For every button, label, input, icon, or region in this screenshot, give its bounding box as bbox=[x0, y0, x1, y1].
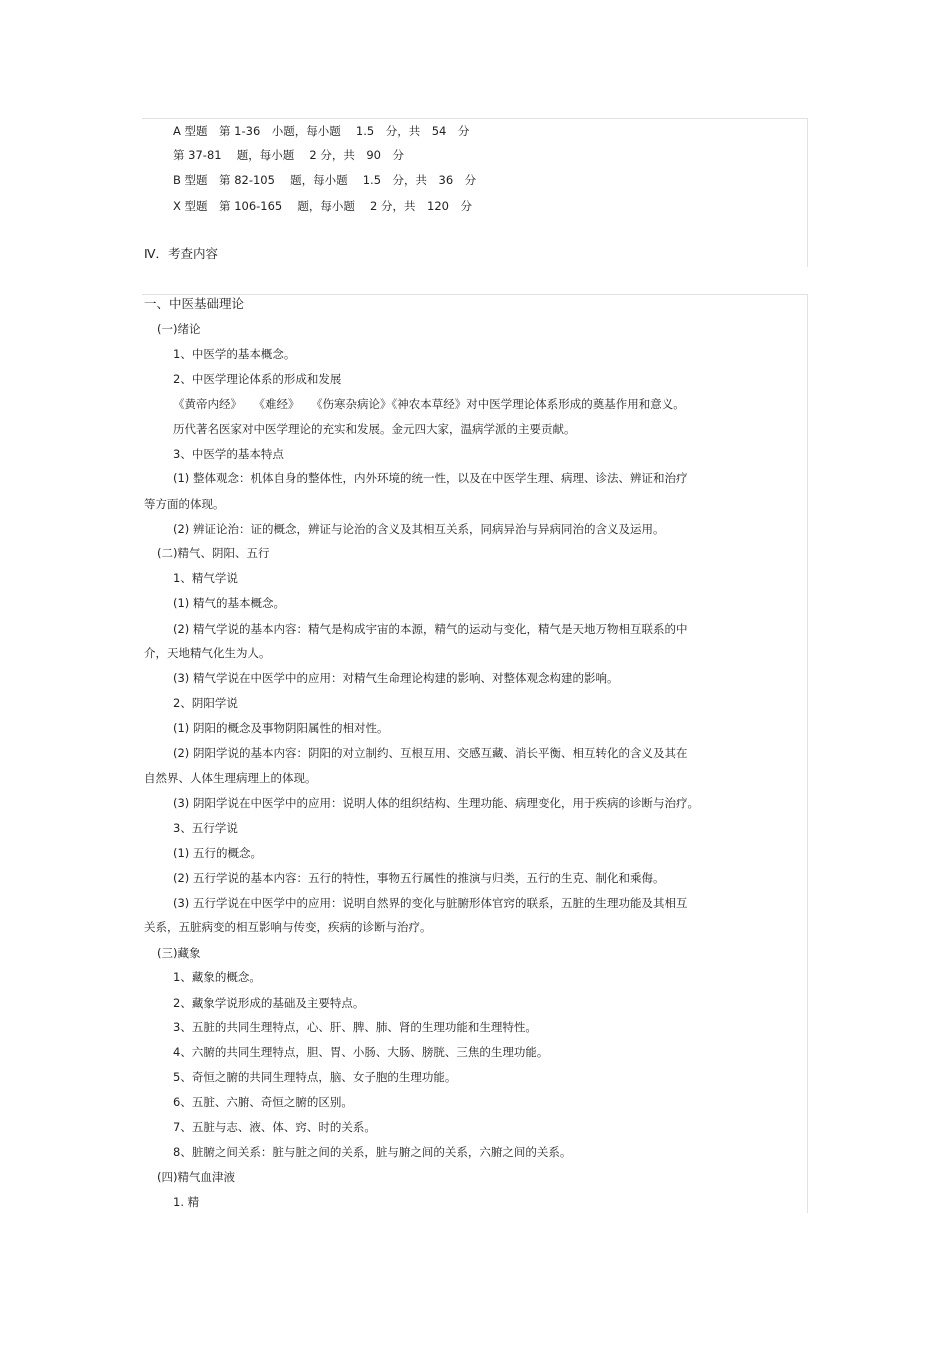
item-line: 7、五脏与志、液、体、窍、时的关系。 bbox=[173, 1120, 376, 1134]
item-line: 2、藏象学说形成的基础及主要特点。 bbox=[173, 996, 365, 1010]
scoring-line-a2: 第 37-81 题，每小题 2 分，共 90 分 bbox=[173, 148, 404, 162]
item-line: 1、精气学说 bbox=[173, 571, 238, 585]
subsection-heading: (一)绪论 bbox=[157, 322, 201, 336]
item-line: 5、奇恒之腑的共同生理特点，脑、女子胞的生理功能。 bbox=[173, 1070, 457, 1084]
item-line: 2、中医学理论体系的形成和发展 bbox=[173, 372, 342, 386]
item-line: 历代著名医家对中医学理论的充实和发展。金元四大家，温病学派的主要贡献。 bbox=[173, 422, 576, 436]
item-line: (3) 阴阳学说在中医学中的应用：说明人体的组织结构、生理功能、病理变化，用于疾病的诊断与治疗。 bbox=[173, 796, 699, 810]
section-heading: 一、中医基础理论 bbox=[144, 296, 245, 311]
item-line-continued: 关系，五脏病变的相互影响与传变，疾病的诊断与治疗。 bbox=[144, 920, 432, 934]
item-line: 3、中医学的基本特点 bbox=[173, 447, 284, 461]
item-line: (2) 五行学说的基本内容：五行的特性，事物五行属性的推演与归类，五行的生克、制化和乘侮。 bbox=[173, 871, 665, 885]
item-line: (1) 阴阳的概念及事物阴阳属性的相对性。 bbox=[173, 721, 389, 735]
item-line: 《黄帝内经》 《难经》 《伤寒杂病论》《神农本草经》对中医学理论体系形成的奠基作用和意义。 bbox=[173, 397, 685, 411]
section-iv-heading: Ⅳ．考查内容 bbox=[144, 246, 219, 261]
item-line: 8、脏腑之间关系：脏与脏之间的关系，脏与腑之间的关系，六腑之间的关系。 bbox=[173, 1145, 572, 1159]
scoring-line-b: B 型题 第 82-105 题，每小题 1.5 分，共 36 分 bbox=[173, 173, 477, 187]
scoring-line-x: X 型题 第 106-165 题，每小题 2 分，共 120 分 bbox=[173, 199, 472, 213]
item-line: (1) 整体观念：机体自身的整体性，内外环境的统一性，以及在中医学生理、病理、诊法、辨证和治疗 bbox=[173, 471, 688, 485]
item-line: 1、中医学的基本概念。 bbox=[173, 347, 296, 361]
item-line-continued: 自然界、人体生理病理上的体现。 bbox=[144, 771, 317, 785]
item-line: (2) 精气学说的基本内容：精气是构成宇宙的本源，精气的运动与变化，精气是天地万物相互联系的中 bbox=[173, 622, 688, 636]
item-line-continued: 介，天地精气化生为人。 bbox=[144, 646, 271, 660]
item-line: (2) 辨证论治：证的概念，辨证与论治的含义及其相互关系，同病异治与异病同治的含义及运用。 bbox=[173, 522, 665, 536]
item-line: 3、五脏的共同生理特点，心、肝、脾、肺、肾的生理功能和生理特性。 bbox=[173, 1020, 537, 1034]
scoring-box bbox=[142, 118, 808, 267]
item-line: 1、藏象的概念。 bbox=[173, 970, 261, 984]
subsection-heading: (二)精气、阴阳、五行 bbox=[157, 546, 270, 560]
item-line: 6、五脏、六腑、奇恒之腑的区别。 bbox=[173, 1095, 353, 1109]
item-line: 4、六腑的共同生理特点，胆、胃、小肠、大肠、膀胱、三焦的生理功能。 bbox=[173, 1045, 549, 1059]
subsection-heading: (三)藏象 bbox=[157, 946, 201, 960]
item-line: (3) 精气学说在中医学中的应用：对精气生命理论构建的影响、对整体观念构建的影响。 bbox=[173, 671, 619, 685]
item-line: (1) 五行的概念。 bbox=[173, 846, 262, 860]
item-line: (1) 精气的基本概念。 bbox=[173, 596, 285, 610]
item-line-continued: 等方面的体现。 bbox=[144, 497, 225, 511]
item-line: 2、阴阳学说 bbox=[173, 696, 238, 710]
item-line: (3) 五行学说在中医学中的应用：说明自然界的变化与脏腑形体官窍的联系，五脏的生理功能及其相互 bbox=[173, 896, 688, 910]
item-line: (2) 阴阳学说的基本内容：阴阳的对立制约、互根互用、交感互藏、消长平衡、相互转化的含义及其在 bbox=[173, 746, 688, 760]
item-line: 1. 精 bbox=[173, 1195, 200, 1209]
item-line: 3、五行学说 bbox=[173, 821, 238, 835]
scoring-line-a: A 型题 第 1-36 小题，每小题 1.5 分，共 54 分 bbox=[173, 124, 470, 138]
subsection-heading: (四)精气血津液 bbox=[157, 1170, 235, 1184]
